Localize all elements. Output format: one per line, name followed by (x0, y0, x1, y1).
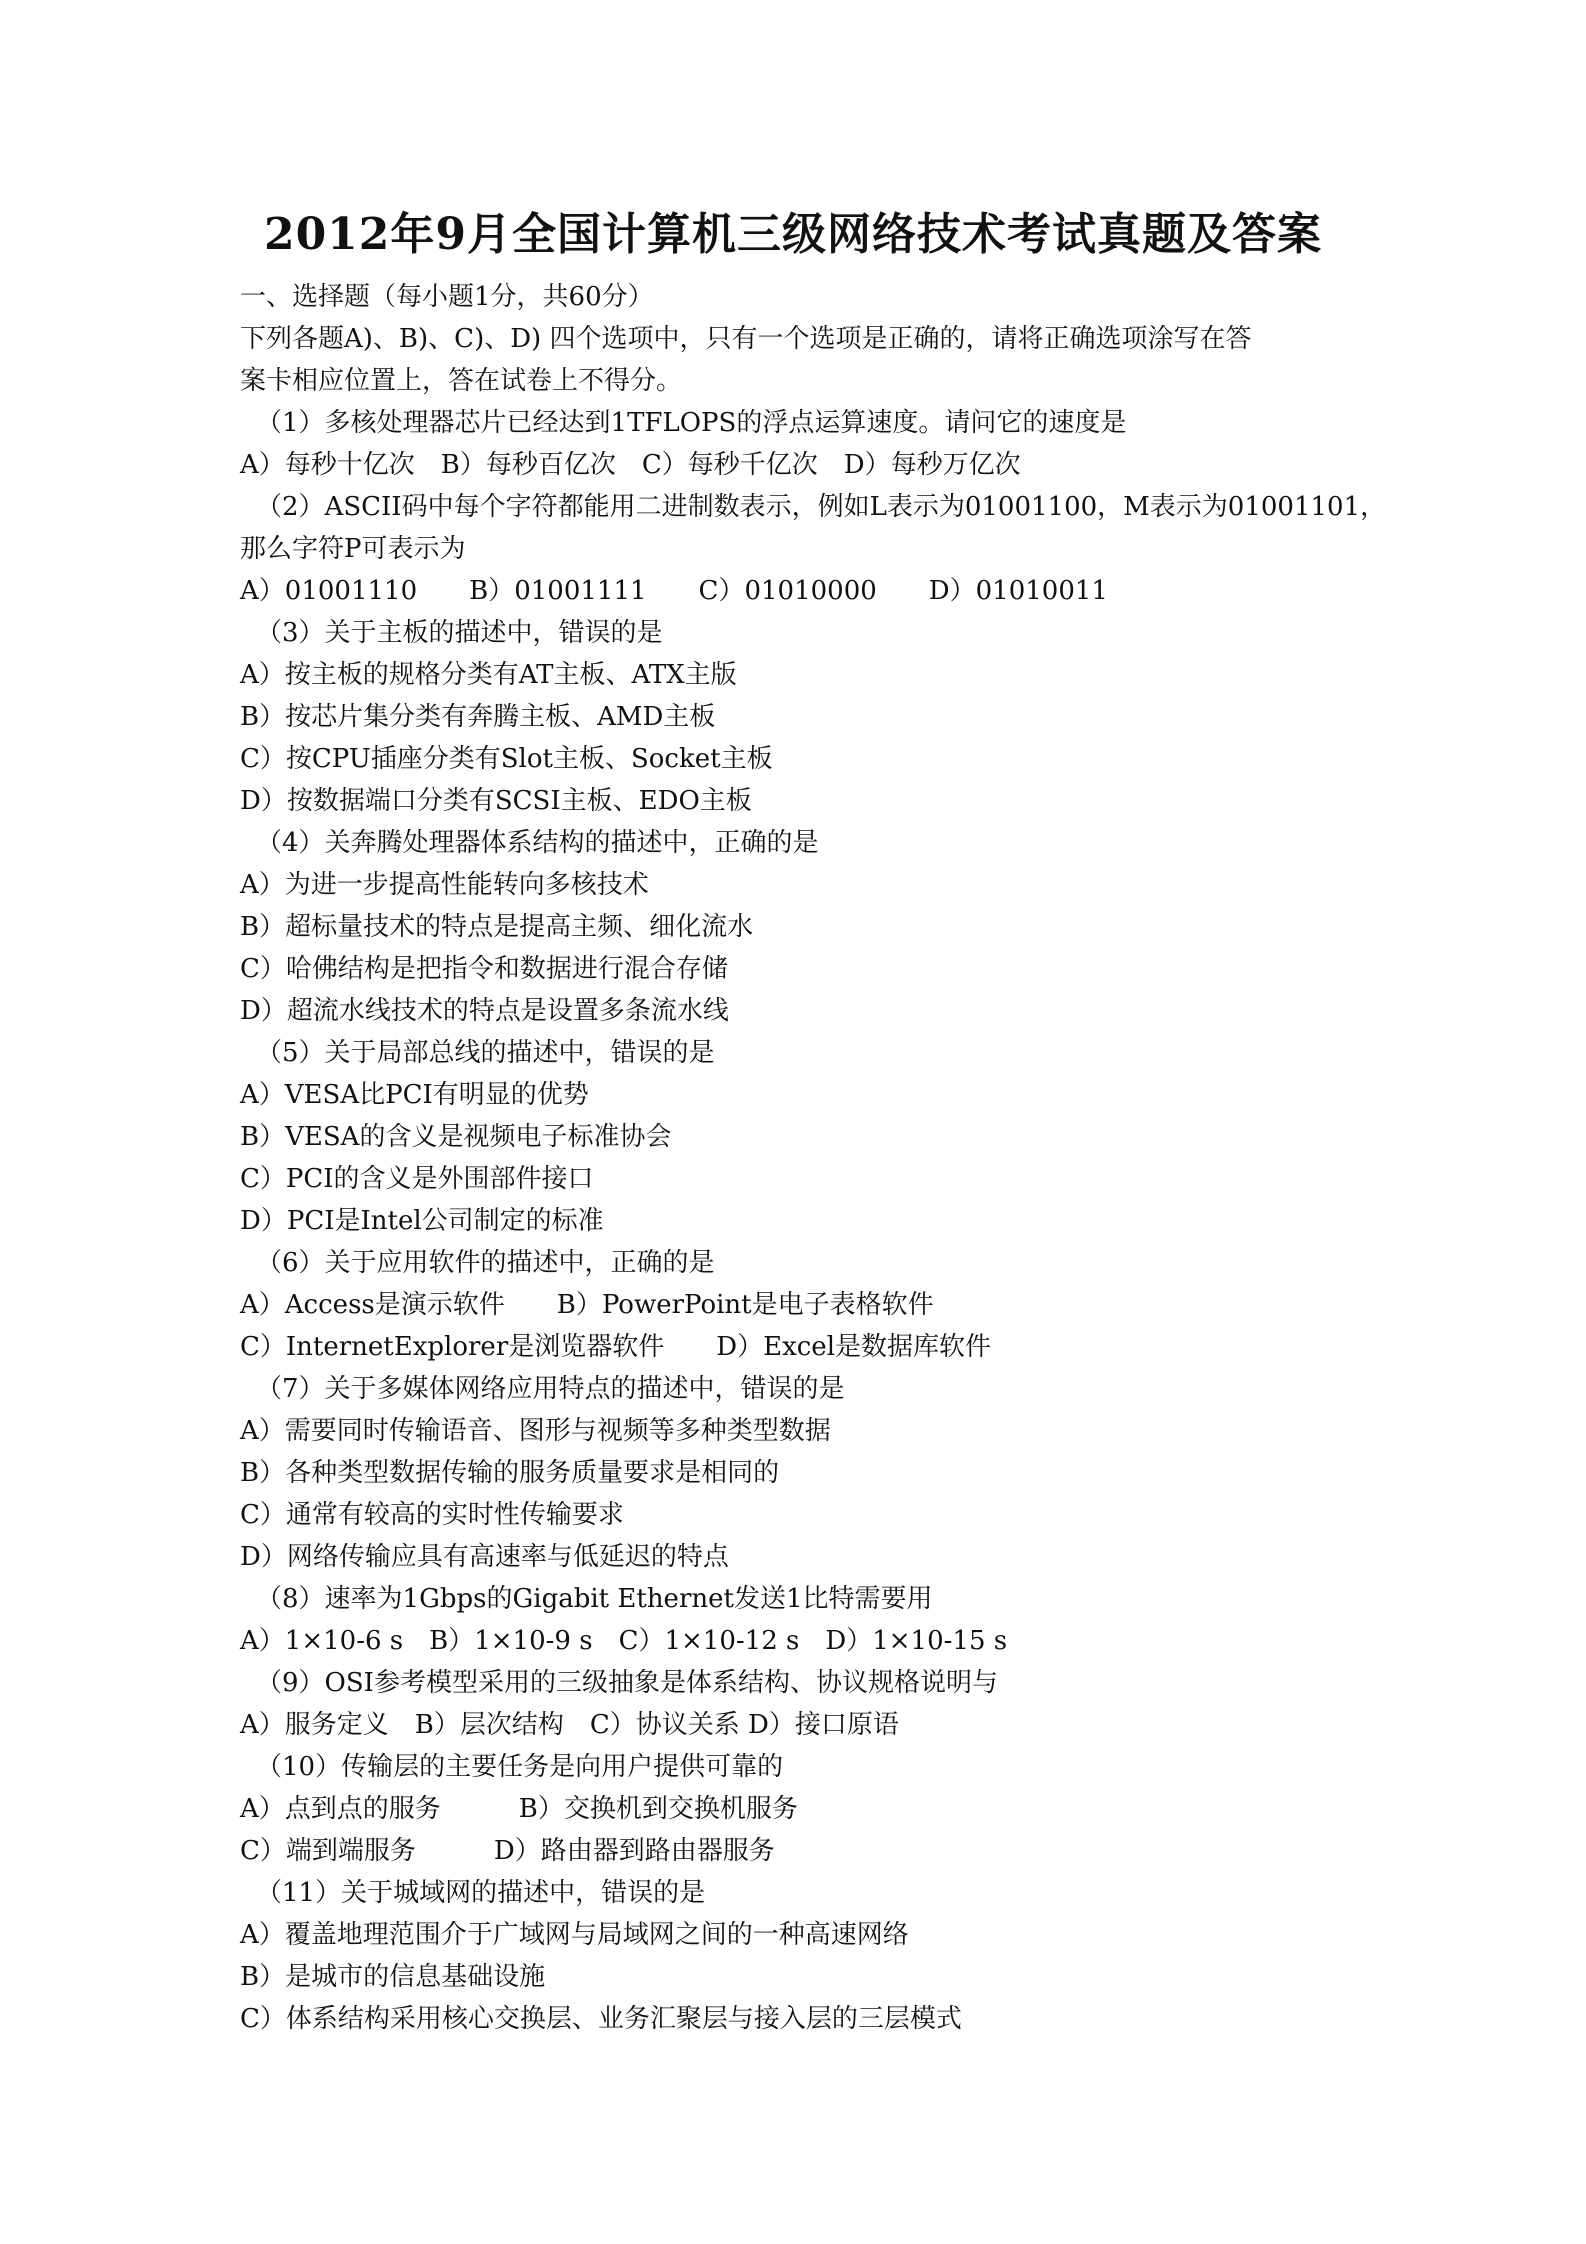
question-stem: （2）ASCII码中每个字符都能用二进制数表示，例如L表示为01001100，M表示为01001101， (256, 492, 1387, 522)
question-option: C）哈佛结构是把指令和数据进行混合存储 (240, 954, 728, 984)
question-option: B）各种类型数据传输的服务质量要求是相同的 (240, 1458, 780, 1488)
question-option: A）点到点的服务 B）交换机到交换机服务 (240, 1794, 798, 1824)
question-options: A）1×10-6 s B）1×10-9 s C）1×10-12 s D）1×10-15 s (240, 1626, 1008, 1656)
question-options: A）服务定义 B）层次结构 C）协议关系 D）接口原语 (240, 1710, 899, 1740)
document-title: 2012年9月全国计算机三级网络技术考试真题及答案 (263, 209, 1323, 260)
question-stem: （1）多核处理器芯片已经达到1TFLOPS的浮点运算速度。请问它的速度是 (256, 408, 1127, 438)
instructions-line: 案卡相应位置上，答在试卷上不得分。 (240, 366, 683, 396)
question-option: B）VESA的含义是视频电子标准协会 (240, 1122, 672, 1152)
question-stem: （7）关于多媒体网络应用特点的描述中，错误的是 (256, 1374, 845, 1404)
question-option: C）PCI的含义是外围部件接口 (240, 1164, 594, 1194)
question-options: A）01001110 B）01001111 C）01010000 D）01010011 (240, 576, 1108, 606)
question-stem: （6）关于应用软件的描述中，正确的是 (256, 1248, 715, 1278)
section-heading: 一、选择题（每小题1分，共60分） (240, 282, 654, 312)
question-option: D）网络传输应具有高速率与低延迟的特点 (240, 1542, 729, 1572)
question-option: B）超标量技术的特点是提高主频、细化流水 (240, 912, 754, 942)
question-option: C）InternetExplorer是浏览器软件 D）Excel是数据库软件 (240, 1332, 992, 1362)
question-option: A）按主板的规格分类有AT主板、ATX主版 (240, 660, 737, 690)
question-stem: （3）关于主板的描述中，错误的是 (256, 618, 663, 648)
question-option: C）通常有较高的实时性传输要求 (240, 1500, 624, 1530)
question-option: A）VESA比PCI有明显的优势 (240, 1080, 589, 1110)
question-option: A）覆盖地理范围介于广域网与局域网之间的一种高速网络 (240, 1920, 909, 1950)
question-stem: （11）关于城域网的描述中，错误的是 (256, 1878, 706, 1908)
question-options: A）每秒十亿次 B）每秒百亿次 C）每秒千亿次 D）每秒万亿次 (240, 450, 1021, 480)
question-stem: （8）速率为1Gbps的Gigabit Ethernet发送1比特需要用 (256, 1584, 933, 1614)
question-stem: （5）关于局部总线的描述中，错误的是 (256, 1038, 715, 1068)
question-stem: （4）关奔腾处理器体系结构的描述中，正确的是 (256, 828, 819, 858)
question-option: B）按芯片集分类有奔腾主板、AMD主板 (240, 702, 716, 732)
question-option: B）是城市的信息基础设施 (240, 1962, 546, 1992)
question-option: C）体系结构采用核心交换层、业务汇聚层与接入层的三层模式 (240, 2004, 962, 2034)
question-option: C）按CPU插座分类有Slot主板、Socket主板 (240, 744, 773, 774)
question-option: A）需要同时传输语音、图形与视频等多种类型数据 (240, 1416, 831, 1446)
question-option: D）按数据端口分类有SCSI主板、EDO主板 (240, 786, 752, 816)
question-stem: 那么字符P可表示为 (240, 534, 466, 564)
question-stem: （9）OSI参考模型采用的三级抽象是体系结构、协议规格说明与 (256, 1668, 998, 1698)
question-stem: （10）传输层的主要任务是向用户提供可靠的 (256, 1752, 784, 1782)
question-option: D）PCI是Intel公司制定的标准 (240, 1206, 604, 1236)
instructions-line: 下列各题A)、B)、C)、D) 四个选项中，只有一个选项是正确的，请将正确选项涂写在答 (240, 324, 1252, 354)
question-option: A）Access是演示软件 B）PowerPoint是电子表格软件 (240, 1290, 934, 1320)
question-option: A）为进一步提高性能转向多核技术 (240, 870, 649, 900)
question-option: D）超流水线技术的特点是设置多条流水线 (240, 996, 729, 1026)
question-option: C）端到端服务 D）路由器到路由器服务 (240, 1836, 775, 1866)
